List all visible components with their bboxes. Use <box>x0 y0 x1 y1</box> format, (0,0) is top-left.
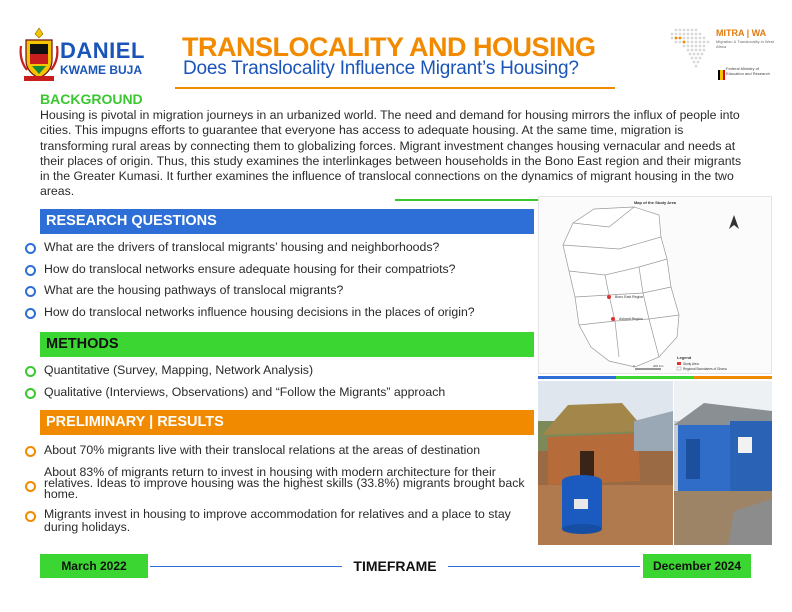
map-label-region-b: Ashanti Region <box>619 317 643 321</box>
partner-logo <box>668 24 778 96</box>
university-crest-icon <box>18 26 60 82</box>
map-color-divider <box>538 376 772 379</box>
legend-study-area-swatch <box>677 362 681 365</box>
timeframe-line-left <box>150 566 342 567</box>
institution-logo <box>18 26 168 84</box>
timeframe-end: December 2024 <box>643 554 751 578</box>
legend-boundary-swatch <box>677 367 681 370</box>
background-divider <box>395 199 545 201</box>
result-item: Migrants invest in housing to improve accommodation for relatives and a place to stay during holidays. <box>22 508 534 534</box>
background-text: Housing is pivotal in migration journeys in an urbanized world. The need and demand for housing mirrors the influx of people into cities. This impugns efforts to guarantee that everyone has access to adequate housing. At the same time, migration is transforming rural areas by connecting them to globalizing forces. Migrant investment changes housing vernacular and needs at their places of origin. Thus, this study examines the interlinkages between households in the Bono East region and their migrants in the Greater Kumasi. It further examines the influence of translocal connections on the dynamics of migrant housing in the two areas. <box>40 108 742 199</box>
scale-label: 200 Km <box>653 364 664 368</box>
research-question-item: What are the drivers of translocal migrants’ housing and neighborhoods? <box>22 240 475 255</box>
poster-subtitle: Does Translocality Influence Migrant’s Housing? <box>183 58 579 79</box>
scale-label: 0 <box>633 364 635 368</box>
timeframe-start: March 2022 <box>40 554 148 578</box>
housing-photo-thatched-house <box>538 381 673 545</box>
results-list <box>22 443 534 534</box>
timeframe-label: TIMEFRAME <box>353 558 437 574</box>
method-item: Quantitative (Survey, Mapping, Network Analysis) <box>22 363 445 378</box>
research-questions-heading: RESEARCH QUESTIONS <box>40 209 534 234</box>
legend-item: Study Area <box>683 362 699 366</box>
study-area-map <box>538 196 772 374</box>
north-arrow-icon <box>729 215 739 229</box>
research-question-item: How do translocal networks influence housing decisions in the places of origin? <box>22 305 475 320</box>
poster-title: TRANSLOCALITY AND HOUSING <box>182 32 596 62</box>
title-divider <box>175 87 615 89</box>
results-heading: PRELIMINARY | RESULTS <box>40 410 534 435</box>
map-legend-title: Legend <box>677 355 692 360</box>
map-title: Map of the Study Area <box>633 200 677 205</box>
legend-item: Regional Boundaries of Ghana <box>683 367 727 371</box>
method-item: Qualitative (Interviews, Observations) and “Follow the Migrants” approach <box>22 385 445 400</box>
timeframe-line-right <box>448 566 640 567</box>
africa-map-dots-icon <box>668 24 714 86</box>
methods-list <box>22 363 445 406</box>
research-question-item: How do translocal networks ensure adequate housing for their compatriots? <box>22 262 475 277</box>
research-questions-list <box>22 240 475 326</box>
funder-name: Federal Ministry of Education and Research <box>726 66 770 76</box>
research-question-item: What are the housing pathways of translocal migrants? <box>22 283 475 298</box>
federal-eagle-icon <box>718 70 725 80</box>
background-heading: BACKGROUND <box>40 91 143 107</box>
institution-name <box>60 40 145 76</box>
partner-tagline: Migration & Translocality in West Africa <box>716 39 774 49</box>
methods-heading: METHODS <box>40 332 534 357</box>
partner-name: MITRA | WA <box>716 28 767 38</box>
result-item: About 83% of migrants return to invest in housing with modern architecture for their relatives. Ideas to improve housing was the highest skills (33.8%) migrants brought back home. <box>22 467 534 500</box>
institution-name-line1: DANIEL <box>60 38 145 63</box>
housing-photo-blue-house <box>674 381 772 545</box>
map-label-region-a: Bono East Region <box>615 295 644 299</box>
result-item: About 70% migrants live with their translocal relations at the areas of destination <box>22 443 534 458</box>
institution-name-line2: KWAME BUJA <box>60 63 143 77</box>
